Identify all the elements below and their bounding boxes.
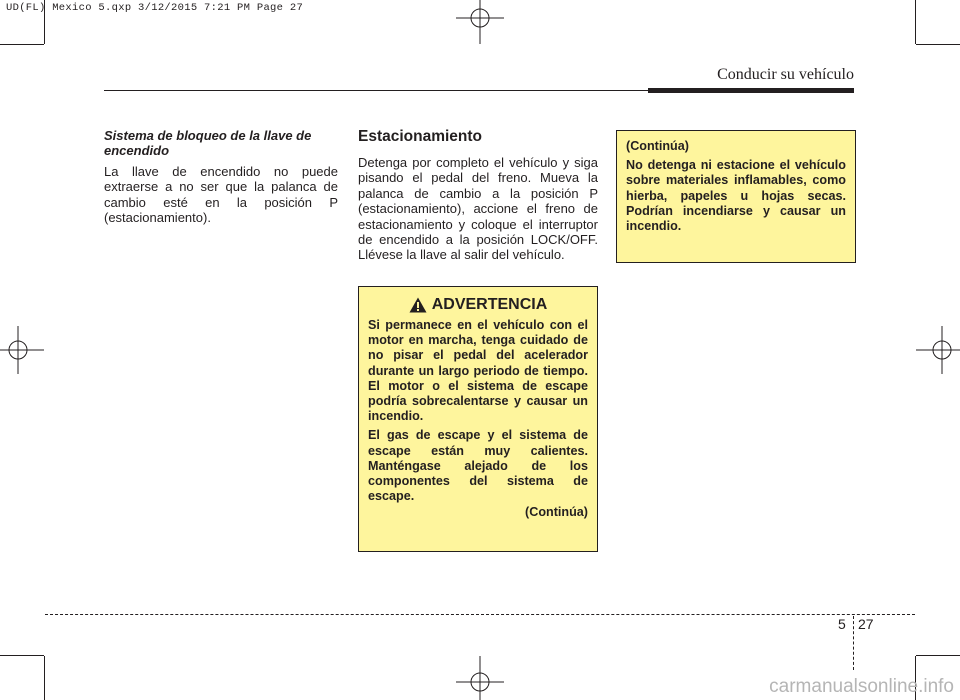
footer-rule [45,614,915,615]
crop-mark [44,656,45,700]
paragraph-ignition-lock: La llave de encendido no puede extraerse a no ser que la palanca de cambio esté en la posición P (estacionamiento). [104,164,338,226]
registration-mark-icon [450,656,510,700]
warning-paragraph: No detenga ni estacione el vehículo sobre materiales inflamables, como hierba, papeles u hojas secas. Podrían incendiarse y causar un incendio. [626,158,846,234]
warning-triangle-icon [409,297,427,313]
header-rule [104,90,648,91]
crop-mark [916,44,960,45]
warning-title-text: ADVERTENCIA [431,296,548,313]
section-title: Conducir su vehículo [717,66,854,83]
column-ignition-lock [104,128,338,226]
subheading-ignition-lock: Sistema de bloqueo de la llave de encendido [104,128,312,158]
warning-paragraph: El gas de escape y el sistema de escape están muy calientes. Manténgase alejado de los componentes del sistema de escape. [368,428,588,504]
column-parking [358,128,598,263]
print-slug: UD(FL) Mexico 5.qxp 3/12/2015 7:21 PM Page 27 [6,2,304,14]
paragraph-parking: Detenga por completo el vehículo y siga pisando el pedal del freno. Mueva la palanca de cambio a la posición P (estacionamiento), accione el freno de estacionamiento y coloque el interruptor de encendido a la posición LOCK/OFF. Llévese la llave al salir del vehículo. [358,155,598,263]
crop-mark [915,0,916,44]
watermark: carmanualsonline.info [769,676,954,697]
crop-mark [916,655,960,656]
registration-mark-icon [450,0,510,44]
warning-title [368,295,588,315]
continues-label: (Continúa) [525,505,588,520]
crop-mark [0,655,44,656]
page-number-divider [853,616,854,670]
heading-parking: Estacionamiento [358,128,483,145]
header-rule-bar [648,88,854,93]
chapter-number: 5 [838,616,846,632]
registration-mark-icon [0,320,44,380]
continued-label: (Continúa) [626,139,689,153]
warning-box-continued [616,130,856,263]
crop-mark [0,44,44,45]
warning-paragraph: Si permanece en el vehículo con el motor en marcha, tenga cuidado de no pisar el pedal del acelerador durante un largo periodo de tiempo. El motor o el sistema de escape podría sobrecalentarse y causar un incendio. [368,318,588,424]
registration-mark-icon [916,320,960,380]
warning-box [358,286,598,552]
page-number: 27 [858,616,874,632]
